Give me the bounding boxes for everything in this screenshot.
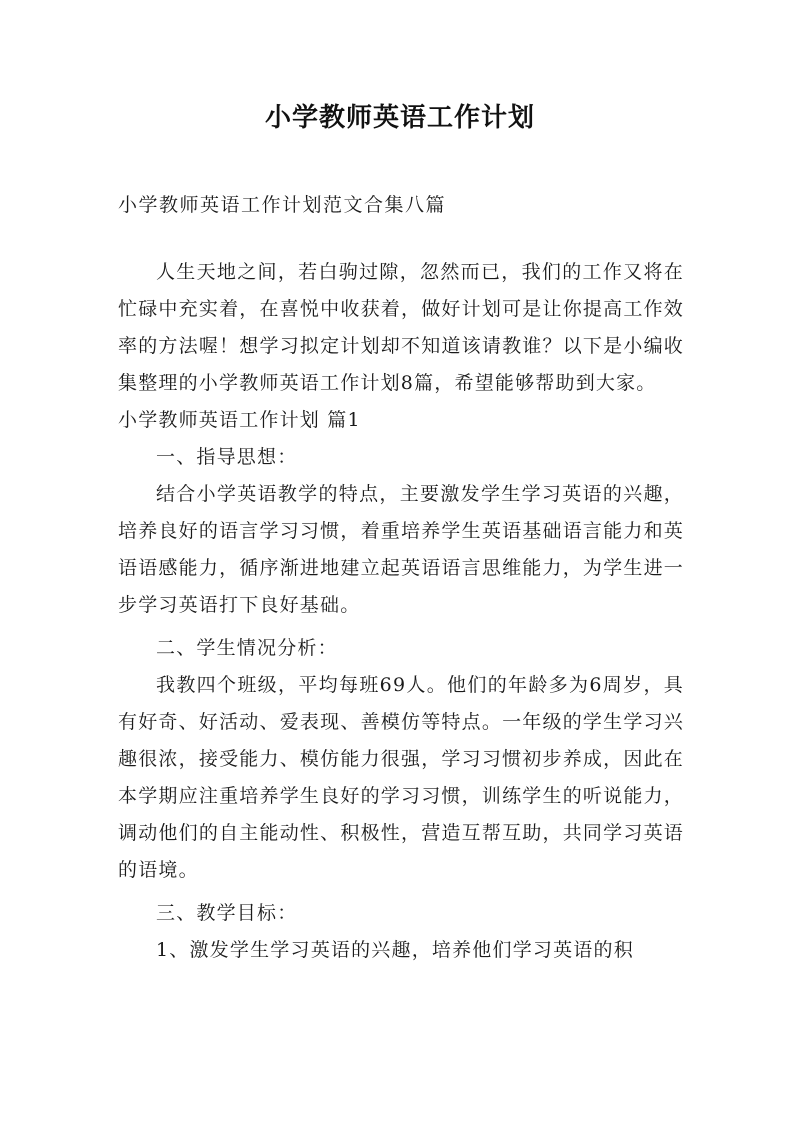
intro-paragraph: 人生天地之间，若白驹过隙，忽然而已，我们的工作又将在忙碌中充实着，在喜悦中收获着，做好计划可是让你提高工作效率的方法喔！想学习拟定计划却不知道该请教谁？以下是小编收集整理的小学教师英语工作计划8篇，希望能够帮助到大家。 [118,261,684,394]
section1-paragraph: 结合小学英语教学的特点，主要激发学生学习英语的兴趣，培养良好的语言学习习惯，着重培养学生英语基础语言能力和英语语感能力，循序渐进地建立起英语语言思维能力，为学生进一步学习英语打下良好基础。 [118,483,684,616]
document-title: 小学教师英语工作计划 [264,103,535,133]
section2-paragraph: 我教四个班级，平均每班69人。他们的年龄多为6周岁，具有好奇、好活动、爱表现、善模仿等特点。一年级的学生学习兴趣很浓，接受能力、模仿能力很强，学习习惯初步养成，因此在本学期应注重培养学生良好的学习习惯，训练学生的听说能力，调动他们的自主能动性、积极性，营造互帮互助，共同学习英语的语境。 [118,674,684,881]
document-body [118,254,684,969]
section3-item-1: 1、激发学生学习英语的兴趣，培养他们学习英语的积 [156,939,634,961]
section3-heading: 三、教学目标： [156,902,298,924]
section1-heading: 一、指导思想： [156,446,298,468]
document-subtitle: 小学教师英语工作计划范文合集八篇 [118,194,447,216]
article-title: 小学教师英语工作计划 篇1 [118,409,361,431]
section2-heading: 二、学生情况分析： [156,637,338,659]
